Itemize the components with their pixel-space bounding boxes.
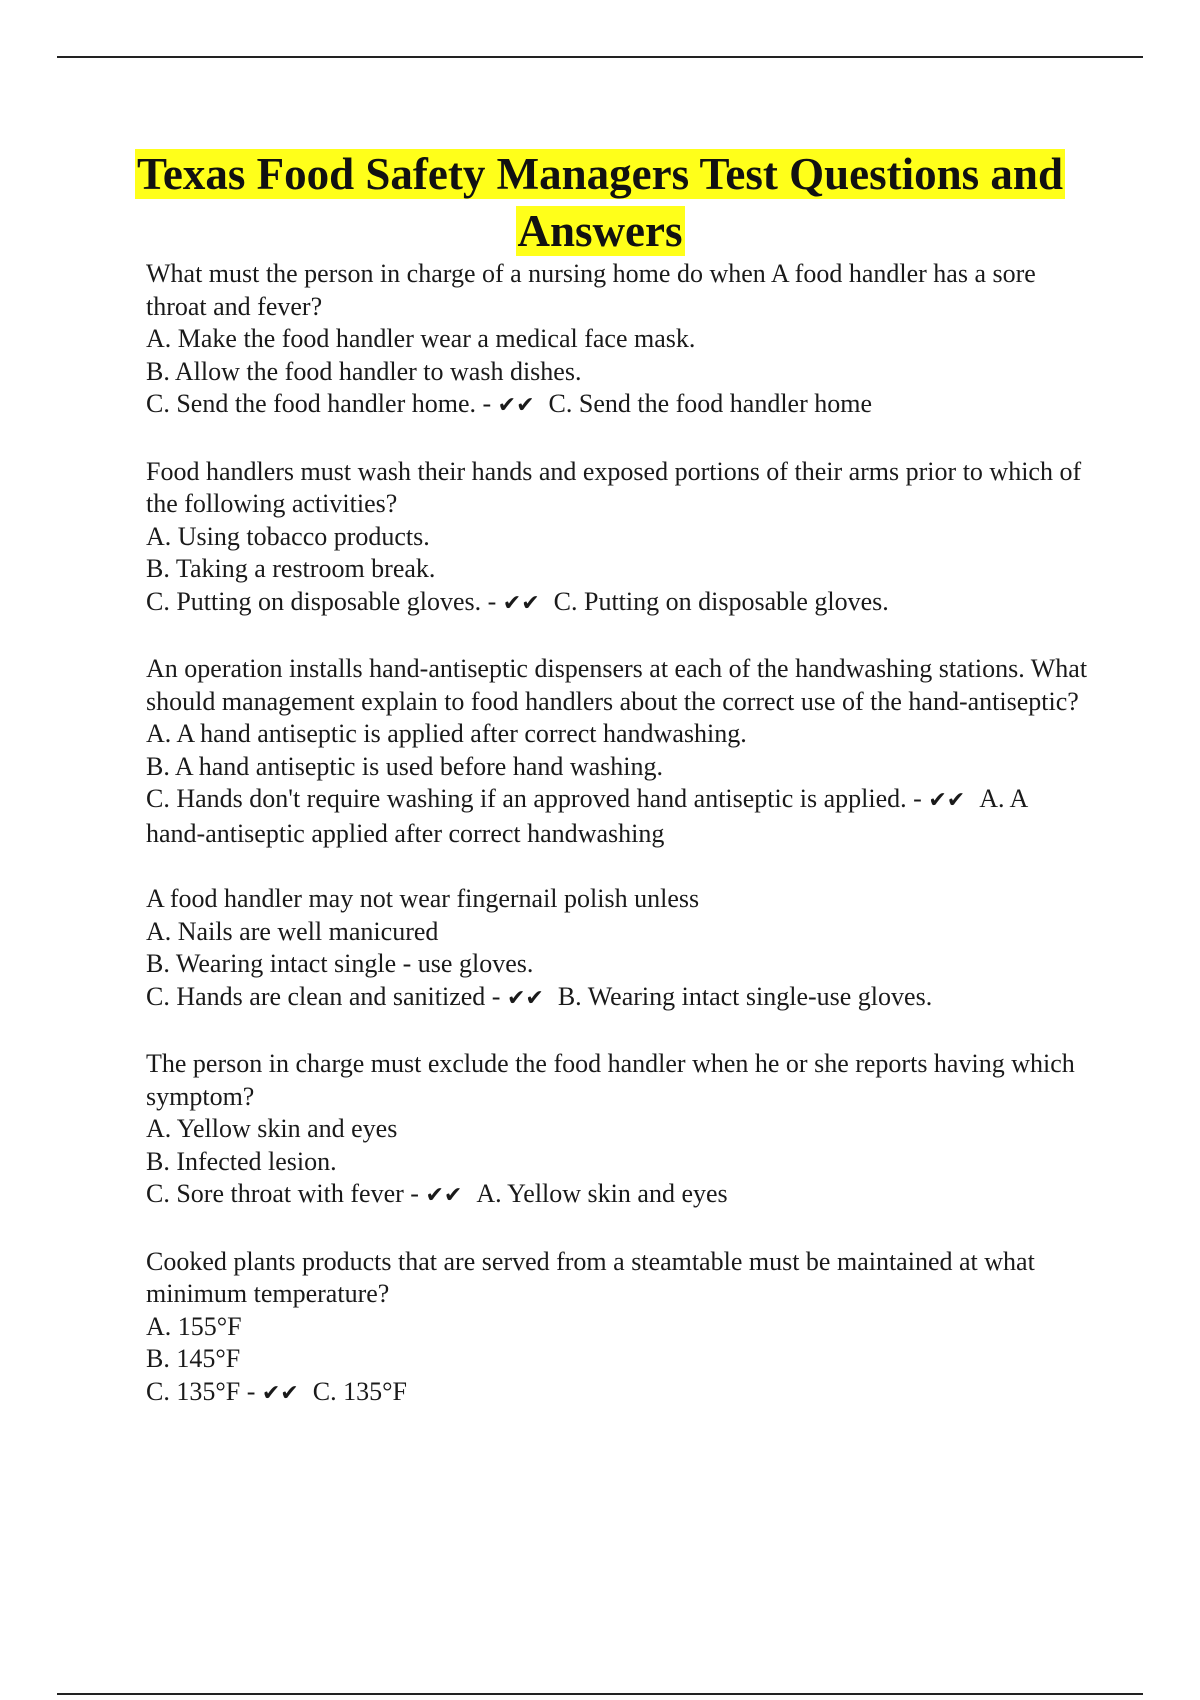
answer-line <box>146 586 1091 621</box>
answer-option: C. 135°F - <box>146 1376 256 1406</box>
answer-option: A. Using tobacco products. <box>146 521 430 551</box>
document-title: Texas Food Safety Managers Test Questions and Answers <box>137 149 1063 256</box>
answer-option: C. Hands are clean and sanitized - <box>146 981 501 1011</box>
check-mark-icon: ✔✔ <box>261 1380 299 1406</box>
correct-answer: B. Wearing intact single-use gloves. <box>557 981 933 1011</box>
answer-option: B. Allow the food handler to wash dishes. <box>146 356 582 386</box>
answer-option: A. Nails are well manicured <box>146 916 439 946</box>
answer-line <box>146 1376 1091 1411</box>
correct-answer: C. Putting on disposable gloves. <box>553 586 889 616</box>
check-mark-icon: ✔✔ <box>497 393 535 418</box>
bottom-rule <box>57 1693 1143 1695</box>
check-mark-icon: ✔✔ <box>502 590 540 616</box>
correct-answer: C. Send the food handler home <box>548 389 873 418</box>
answer-line <box>146 1178 1091 1213</box>
question-text: The person in charge must exclude the food handler when he or she reports having which symptom? <box>146 1049 1075 1111</box>
correct-answer: C. 135°F <box>312 1376 407 1406</box>
title-block <box>100 146 1100 260</box>
question-list <box>146 258 1091 1443</box>
check-mark-icon: ✔✔ <box>928 788 966 813</box>
answer-option: A. 155°F <box>146 1311 242 1341</box>
top-rule <box>57 56 1143 58</box>
answer-option: B. Wearing intact single - use gloves. <box>146 949 534 978</box>
answer-option: B. A hand antiseptic is used before hand washing. <box>146 751 664 781</box>
answer-option: B. 145°F <box>146 1344 241 1373</box>
answer-option: C. Putting on disposable gloves. - <box>146 586 497 616</box>
question-block <box>146 258 1091 423</box>
question-text: Food handlers must wash their hands and exposed portions of their arms prior to which of the following activities? <box>146 456 1082 518</box>
check-mark-icon: ✔✔ <box>425 1183 463 1208</box>
answer-option: A. A hand antiseptic is applied after correct handwashing. <box>146 719 747 748</box>
answer-option: B. Taking a restroom break. <box>146 554 436 583</box>
answer-option: C. Send the food handler home. - <box>146 389 492 418</box>
question-block <box>146 883 1091 1015</box>
answer-option: A. Yellow skin and eyes <box>146 1114 398 1143</box>
answer-line <box>146 783 1091 850</box>
question-text: An operation installs hand-antiseptic dispensers at each of the handwashing stations. What should management explain to food handlers about the correct use of the hand-antiseptic? <box>146 654 1088 716</box>
correct-answer: A. A hand-antiseptic applied after correct handwashing <box>146 784 1027 848</box>
question-text: A food handler may not wear fingernail polish unless <box>146 884 700 913</box>
question-text: Cooked plants products that are served from a steamtable must be maintained at what minimum temperature? <box>146 1246 1035 1308</box>
answer-option: A. Make the food handler wear a medical face mask. <box>146 324 696 353</box>
check-mark-icon: ✔✔ <box>506 985 544 1011</box>
answer-line <box>146 388 1091 423</box>
answer-option: C. Hands don't require washing if an approved hand antiseptic is applied. - <box>146 784 922 813</box>
question-block <box>146 1246 1091 1411</box>
question-block <box>146 1048 1091 1213</box>
answer-option: C. Sore throat with fever - <box>146 1179 419 1208</box>
question-block <box>146 456 1091 621</box>
correct-answer: A. Yellow skin and eyes <box>476 1179 728 1208</box>
answer-option: B. Infected lesion. <box>146 1146 337 1176</box>
answer-line <box>146 981 1091 1016</box>
question-block <box>146 653 1091 850</box>
question-text: What must the person in charge of a nursing home do when A food handler has a sore throat and fever? <box>146 259 1036 321</box>
